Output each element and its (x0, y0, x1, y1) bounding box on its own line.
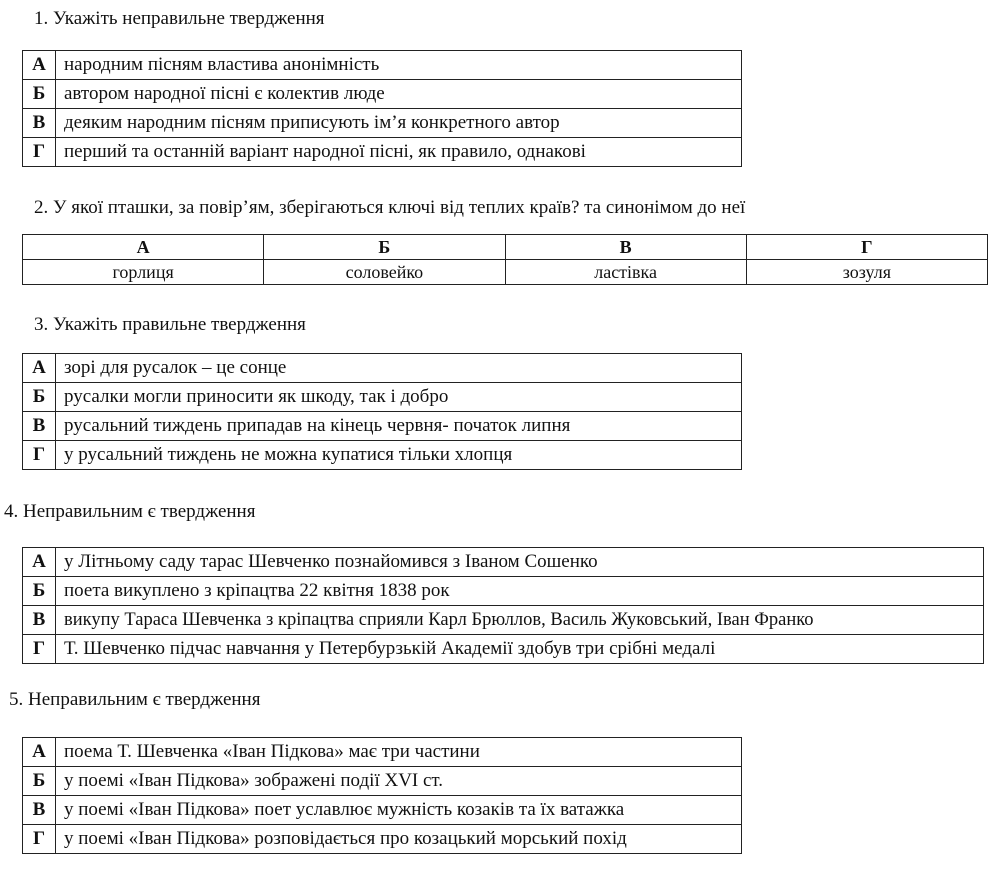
answer-header: Г (746, 235, 987, 260)
answer-header: Б (264, 235, 505, 260)
option-letter: Б (23, 577, 56, 606)
option-letter: В (23, 109, 56, 138)
option-row[interactable] (23, 109, 742, 138)
option-text: у Літньому саду тарас Шевченко познайомився з Іваном Сошенко (56, 548, 984, 577)
option-text: у поемі «Іван Підкова» поет уславлює мужність козаків та їх ватажка (56, 796, 742, 825)
answer-option[interactable]: горлиця (23, 260, 264, 285)
option-row[interactable] (23, 51, 742, 80)
option-letter: Г (23, 441, 56, 470)
option-row[interactable] (23, 796, 742, 825)
option-row[interactable] (23, 354, 742, 383)
option-text: у поемі «Іван Підкова» зображені події XVI ст. (56, 767, 742, 796)
option-letter: Г (23, 138, 56, 167)
option-row[interactable] (23, 548, 984, 577)
option-row[interactable] (23, 577, 984, 606)
option-letter: А (23, 354, 56, 383)
option-letter: Б (23, 383, 56, 412)
option-letter: В (23, 412, 56, 441)
option-row[interactable] (23, 606, 984, 635)
option-letter: В (23, 796, 56, 825)
question-2-answer-grid (22, 234, 988, 285)
option-row[interactable] (23, 138, 742, 167)
question-2-title: 2. У якої пташки, за повір’ям, зберігаються ключі від теплих країв? та синонімом до неї (34, 197, 746, 218)
option-text: поема Т. Шевченка «Іван Підкова» має три частини (56, 738, 742, 767)
question-3-options (22, 353, 742, 470)
option-text: у русальний тиждень не можна купатися тільки хлопця (56, 441, 742, 470)
option-letter: А (23, 548, 56, 577)
question-1-title: 1. Укажіть неправильне твердження (34, 8, 325, 29)
option-row[interactable] (23, 412, 742, 441)
answer-header: А (23, 235, 264, 260)
option-letter: Г (23, 635, 56, 664)
answer-option[interactable]: соловейко (264, 260, 505, 285)
option-text: викупу Тараса Шевченка з кріпацтва сприяли Карл Брюллов, Василь Жуковський, Іван Франко (56, 606, 984, 635)
option-text: у поемі «Іван Підкова» розповідається про козацький морський похід (56, 825, 742, 854)
answer-option[interactable]: ластівка (505, 260, 746, 285)
option-row[interactable] (23, 441, 742, 470)
option-letter: А (23, 51, 56, 80)
option-letter: В (23, 606, 56, 635)
option-text: поета викуплено з кріпацтва 22 квітня 1838 рок (56, 577, 984, 606)
question-4-title: 4. Неправильним є твердження (4, 501, 256, 522)
answer-option[interactable]: зозуля (746, 260, 987, 285)
option-row[interactable] (23, 80, 742, 109)
option-text: народним пісням властива анонімність (56, 51, 742, 80)
option-text: русалки могли приносити як шкоду, так і добро (56, 383, 742, 412)
option-row[interactable] (23, 738, 742, 767)
option-text: зорі для русалок – це сонце (56, 354, 742, 383)
option-text: автором народної пісні є колектив люде (56, 80, 742, 109)
option-row[interactable] (23, 825, 742, 854)
question-4-options (22, 547, 984, 664)
option-text: перший та останній варіант народної пісні, як правило, однакові (56, 138, 742, 167)
answer-header: В (505, 235, 746, 260)
question-5-options (22, 737, 742, 854)
option-letter: Б (23, 767, 56, 796)
option-text: Т. Шевченко підчас навчання у Петербурзькій Академії здобув три срібні медалі (56, 635, 984, 664)
question-1-options (22, 50, 742, 167)
option-row[interactable] (23, 767, 742, 796)
option-text: деяким народним пісням приписують ім’я конкретного автор (56, 109, 742, 138)
question-3-title: 3. Укажіть правильне твердження (34, 314, 306, 335)
option-letter: А (23, 738, 56, 767)
option-text: русальний тиждень припадав на кінець червня- початок липня (56, 412, 742, 441)
option-row[interactable] (23, 383, 742, 412)
option-row[interactable] (23, 635, 984, 664)
question-5-title: 5. Неправильним є твердження (9, 689, 261, 710)
option-letter: Б (23, 80, 56, 109)
option-letter: Г (23, 825, 56, 854)
